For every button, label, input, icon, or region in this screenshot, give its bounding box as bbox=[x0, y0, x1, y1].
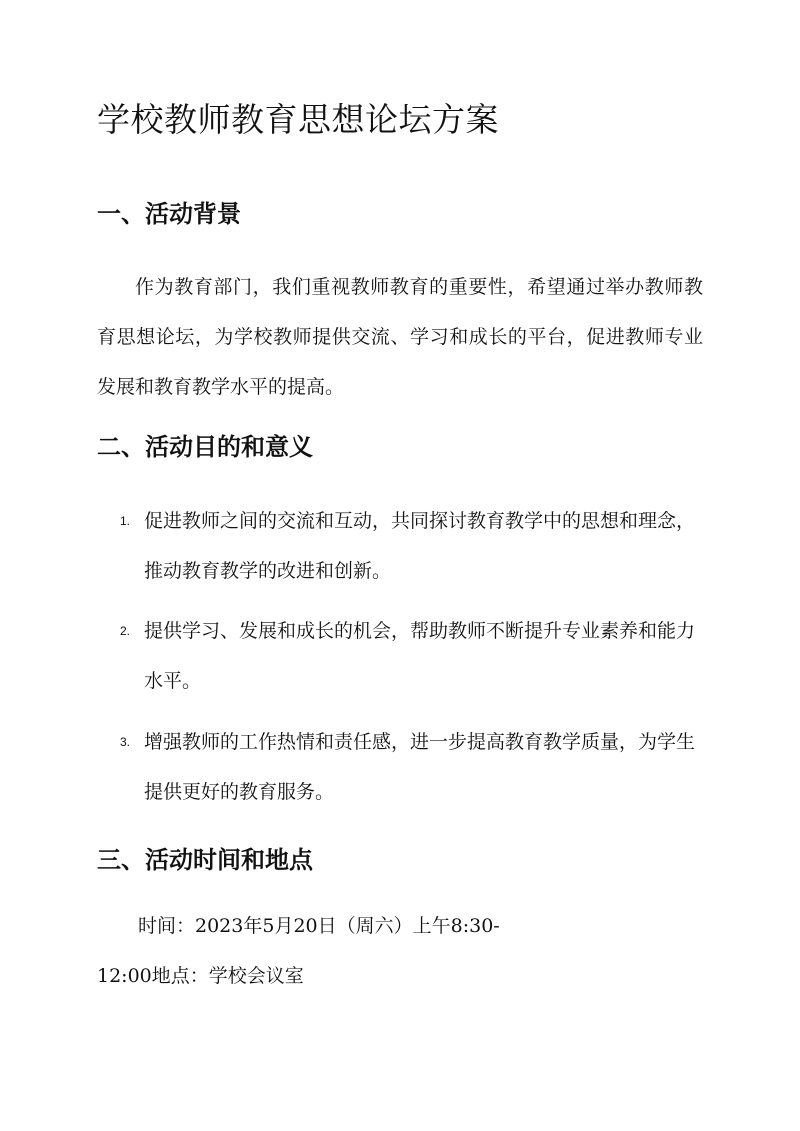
list-text: 提供学习、发展和成长的机会，帮助教师不断提升专业素养和能力水平。 bbox=[144, 620, 696, 692]
section-heading-purpose: 二、活动目的和意义 bbox=[97, 432, 313, 461]
list-number: 2. bbox=[120, 624, 131, 638]
list-number: 1. bbox=[120, 514, 131, 528]
time-location-line: 时间：2023年5月20日（周六）上午8:30- bbox=[138, 915, 500, 937]
section-heading-time-location: 三、活动时间和地点 bbox=[97, 845, 313, 874]
list-text: 增强教师的工作热情和责任感，进一步提高教育教学质量，为学生提供更好的教育服务。 bbox=[144, 731, 696, 803]
background-paragraph: 作为教育部门，我们重视教师教育的重要性，希望通过举办教师教育思想论坛，为学校教师提供交流、学习和成长的平台，促进教师专业发展和教育教学水平的提高。 bbox=[97, 276, 703, 398]
list-text: 促进教师之间的交流和互动，共同探讨教育教学中的思想和理念，推动教育教学的改进和创新。 bbox=[144, 510, 696, 582]
section-heading-background: 一、活动背景 bbox=[97, 199, 241, 228]
time-location-line: 12:00地点：学校会议室 bbox=[97, 965, 304, 987]
document-title: 学校教师教育思想论坛方案 bbox=[97, 100, 499, 139]
list-number: 3. bbox=[120, 735, 131, 749]
